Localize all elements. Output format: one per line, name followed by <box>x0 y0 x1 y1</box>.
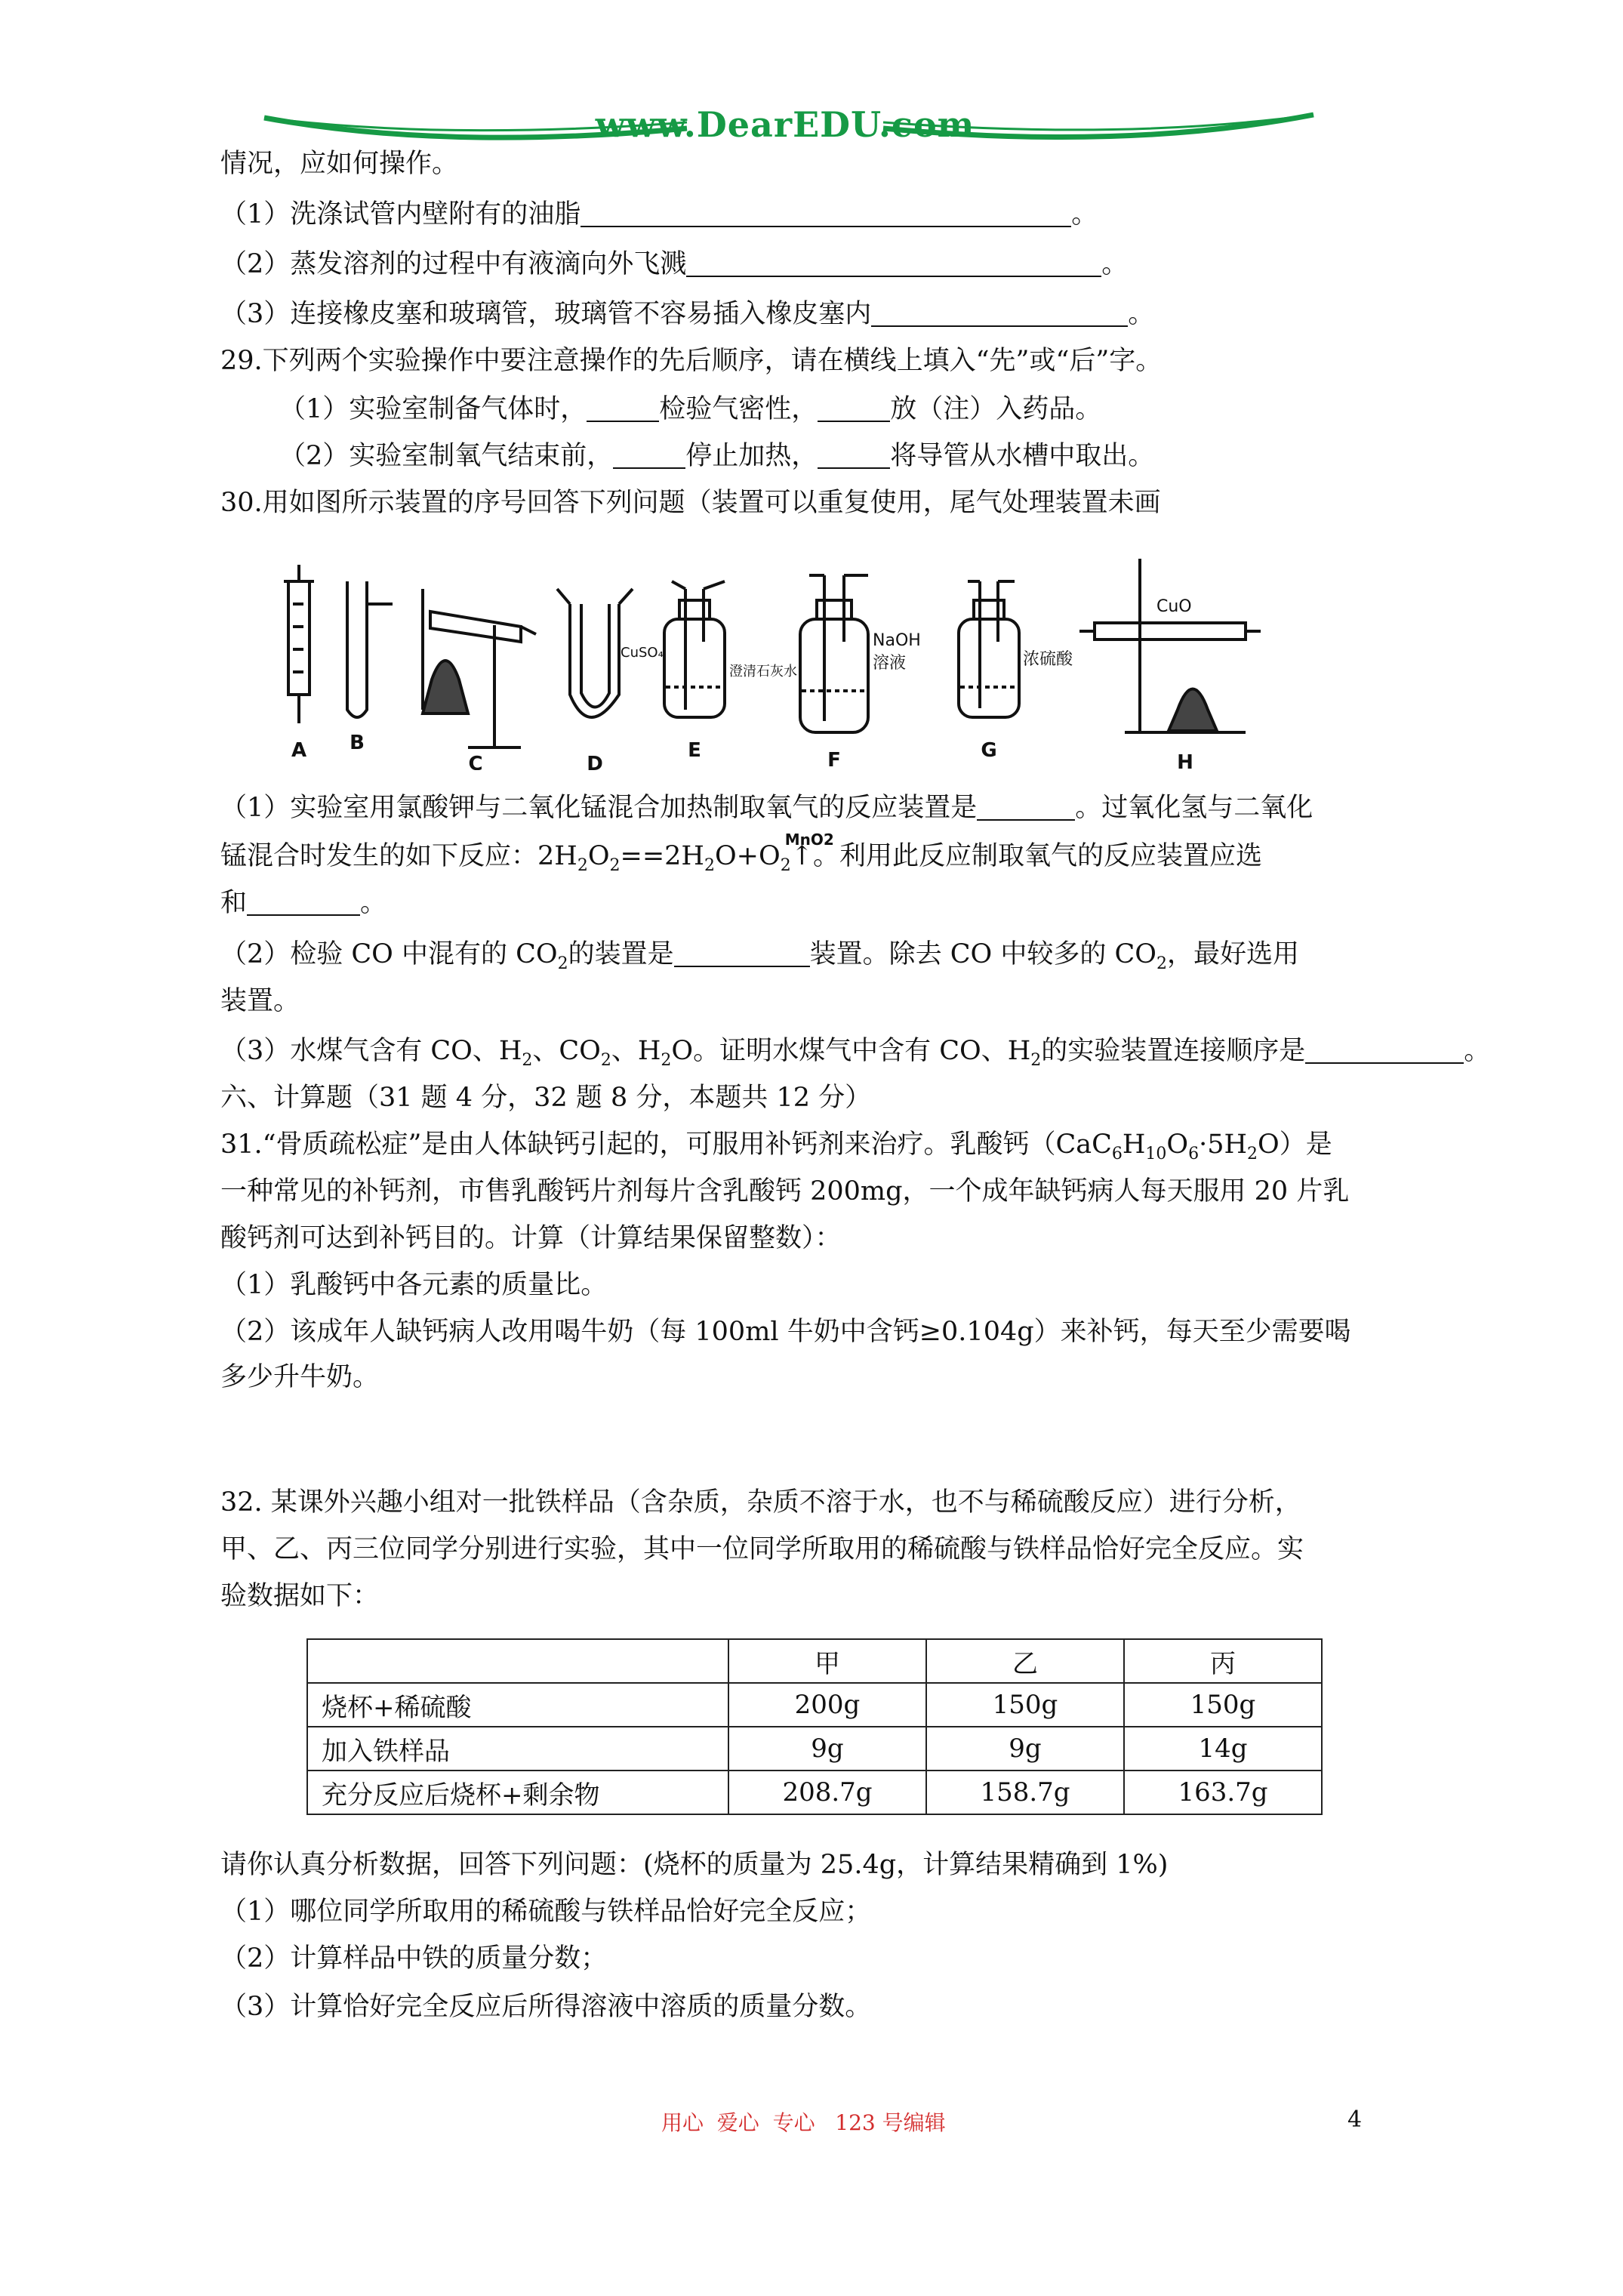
label-b: B <box>350 732 365 754</box>
label-c: C <box>468 753 483 770</box>
table-header-cell: 乙 <box>926 1639 1124 1683</box>
q28-item-2: （2）蒸发溶剂的过程中有液滴向外飞溅 。 <box>220 249 1129 279</box>
q30-stem: 30.用如图所示装置的序号回答下列问题（装置可以重复使用，尾气处理装置未画 <box>220 488 1161 518</box>
apparatus-e-bottle-icon <box>664 581 725 717</box>
table-cell: 200g <box>728 1683 926 1727</box>
label-limewater: 澄清石灰水 <box>729 664 797 680</box>
q31-item-1: （1）乳酸钙中各元素的质量比。 <box>220 1270 608 1300</box>
apparatus-c-heating-icon <box>423 589 536 747</box>
q30-item-1b: 锰混合时发生的如下反应：$2H_2O_2==2H_2O+O_2$ MnO2 ↑。利用此反应制取氧气的反应装置应选 <box>220 840 1262 883</box>
q30-item-3: （3）水煤气含有 CO、$H_2$、$CO_2$、$H_2O$。证明水煤气中含有 CO、$H_2$的实验装置连接顺序是 。 <box>220 1036 1491 1070</box>
answer-blank[interactable] <box>686 250 1101 277</box>
q32-stem-3: 验数据如下： <box>220 1581 380 1611</box>
site-logo-text[interactable]: www.DearEDU.com <box>595 104 975 145</box>
answer-blank[interactable] <box>581 200 1071 227</box>
footer-text: 用心 爱心 专心 123 号编辑 <box>661 2110 946 2135</box>
q32-item-1: （1）哪位同学所取用的稀硫酸与铁样品恰好完全反应； <box>220 1897 872 1927</box>
label-a: A <box>291 739 307 762</box>
answer-blank[interactable] <box>613 442 685 469</box>
apparatus-f-bottle-icon <box>800 575 868 732</box>
q30-item-2: （2）检验 CO 中混有的 $CO_2$的装置是 装置。除去 CO 中较多的 $CO_2$，最好选用 <box>220 939 1299 973</box>
label-f: F <box>827 749 841 770</box>
table-header-cell: 甲 <box>728 1639 926 1683</box>
q30-item-2b: 装置。 <box>220 986 300 1016</box>
table-cell: 充分反应后烧杯+剩余物 <box>307 1771 728 1814</box>
q29-item-1: （1）实验室制备气体时， 检验气密性， 放（注）入药品。 <box>279 394 1102 424</box>
answer-blank[interactable] <box>587 395 659 422</box>
label-h2so4: 浓硫酸 <box>1023 650 1073 669</box>
q31-stem-2: 一种常见的补钙剂，市售乳酸钙片剂每片含乳酸钙 200mg，一个成年缺钙病人每天服用 20 片乳 <box>220 1176 1350 1207</box>
table-header-cell <box>307 1639 728 1683</box>
table-cell: 14g <box>1124 1727 1322 1771</box>
answer-blank[interactable] <box>977 794 1075 821</box>
table-row <box>307 1727 1322 1771</box>
table-cell: 208.7g <box>728 1771 926 1814</box>
label-d: D <box>587 753 603 770</box>
answer-blank[interactable] <box>818 395 890 422</box>
table-cell: 9g <box>926 1727 1124 1771</box>
q30-item-1a: （1）实验室用氯酸钾与二氧化锰混合加热制取氧气的反应装置是 。过氧化氢与二氧化 <box>220 793 1313 823</box>
q32-stem-1: 32. 某课外兴趣小组对一批铁样品（含杂质，杂质不溶于水，也不与稀硫酸反应）进行分析， <box>220 1487 1301 1518</box>
table-cell: 150g <box>926 1683 1124 1727</box>
table-header-row <box>307 1639 1322 1683</box>
q32-stem-2: 甲、乙、丙三位同学分别进行实验，其中一位同学所取用的稀硫酸与铁样品恰好完全反应。实 <box>220 1534 1304 1564</box>
q32-item-2: （2）计算样品中铁的质量分数； <box>220 1943 608 1974</box>
experiment-data-table <box>306 1638 1323 1815</box>
q31-stem-1: 31.“骨质疏松症”是由人体缺钙引起的，可服用补钙剂来治疗。乳酸钙$(CaC_6H_{10}O_6\cdot 5H_2O)$是 <box>220 1130 1332 1163</box>
answer-blank[interactable] <box>247 889 360 916</box>
table-cell: 烧杯+稀硫酸 <box>307 1683 728 1727</box>
table-cell: 163.7g <box>1124 1771 1322 1814</box>
label-cuo: CuO <box>1156 597 1192 616</box>
q32-item-3: （3）计算恰好完全反应后所得溶液中溶质的质量分数。 <box>220 1992 872 2022</box>
table-cell: 158.7g <box>926 1771 1124 1814</box>
apparatus-g-bottle-icon <box>959 581 1019 717</box>
text-line: 情况，应如何操作。 <box>220 149 459 179</box>
table-header-cell: 丙 <box>1124 1639 1322 1683</box>
q28-item-3: （3）连接橡皮塞和玻璃管，玻璃管不容易插入橡皮塞内 。 <box>220 299 1155 329</box>
page-number: 4 <box>1347 2106 1363 2133</box>
apparatus-figure <box>272 559 1283 770</box>
q31-stem-3: 酸钙剂可达到补钙目的。计算（计算结果保留整数）： <box>220 1223 842 1253</box>
label-g: G <box>981 739 997 762</box>
catalyst-label: MnO2 <box>784 831 834 849</box>
q29-item-2: （2）实验室制氧气结束前， 停止加热， 将导管从水槽中取出。 <box>279 441 1155 471</box>
label-naoh: NaOH <box>873 631 921 650</box>
table-row <box>307 1683 1322 1727</box>
label-naoh-solution: 溶液 <box>873 654 907 673</box>
apparatus-h-combustion-tube-icon <box>1079 559 1261 732</box>
apparatus-b-test-tube-icon <box>347 581 393 717</box>
label-e: E <box>688 739 701 762</box>
answer-blank[interactable] <box>818 442 890 469</box>
q30-item-1c: 和 。 <box>220 888 387 918</box>
table-row <box>307 1771 1322 1814</box>
q29-stem: 29.下列两个实验操作中要注意操作的先后顺序，请在横线上填入“先”或“后”字。 <box>220 346 1163 376</box>
apparatus-a-syringe-icon <box>284 565 314 723</box>
q31-item-2: （2）该成年人缺钙病人改用喝牛奶（每 100ml 牛奶中含钙≥0.104g）来补钙，每天至少需要喝 <box>220 1317 1351 1347</box>
table-cell: 加入铁样品 <box>307 1727 728 1771</box>
q32-instructions: 请你认真分析数据，回答下列问题：(烧杯的质量为 25.4g，计算结果精确到 1%) <box>220 1850 1169 1880</box>
label-h: H <box>1177 751 1193 770</box>
answer-blank[interactable] <box>674 940 810 967</box>
section-six-heading: 六、计算题（31 题 4 分，32 题 8 分，本题共 12 分） <box>220 1083 872 1113</box>
answer-blank[interactable] <box>871 300 1128 327</box>
reaction-equation: $2H_2O_2==2H_2O+O_2$ MnO2 ↑ <box>537 841 813 871</box>
label-cuso4: CuSO₄ <box>621 645 664 661</box>
table-cell: 9g <box>728 1727 926 1771</box>
q28-item-1: （1）洗涤试管内壁附有的油脂 。 <box>220 199 1098 230</box>
answer-blank[interactable] <box>1305 1037 1464 1064</box>
q31-item-2b: 多少升牛奶。 <box>220 1362 380 1392</box>
table-cell: 150g <box>1124 1683 1322 1727</box>
